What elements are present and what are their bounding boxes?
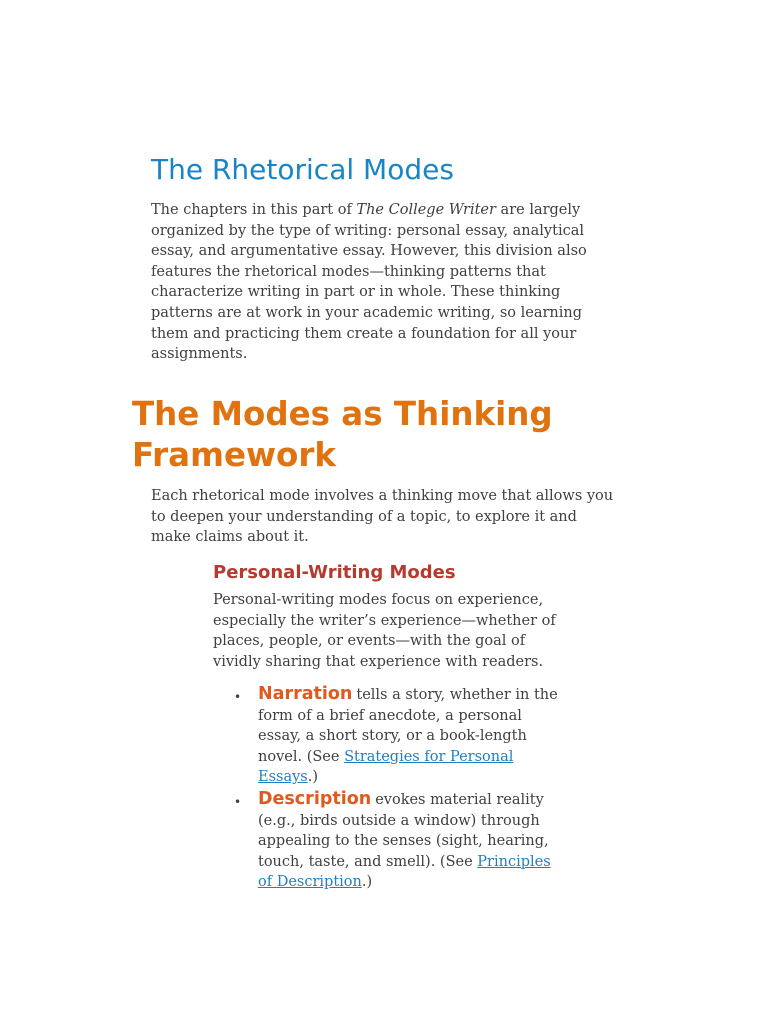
intro-text-rest: are largely organized by the type of writing: personal essay, analytical essay, and argumentative essay. However, this division also features the rhetorical modes—thinking patterns that characterize writing in part or in whole. These thinking patterns are at work in your academic writing, so learning them and practicing them create a foundation for all your assignments. (151, 202, 587, 363)
framework-heading-line2: Framework (132, 436, 336, 474)
mode-description: evokes material reality (e.g., birds outside a window) through appealing to the senses (sight, hearing, touch, taste, and smell). (See (258, 791, 549, 870)
framework-heading-line1: The Modes as Thinking (132, 395, 553, 433)
framework-paragraph: Each rhetorical mode involves a thinking move that allows you to deepen your understanding of a topic, to explore it and make claims about it. (151, 488, 614, 546)
mode-description-end: .) (361, 874, 373, 891)
mode-description: tells a story, whether in the form of a brief anecdote, a personal essay, a short story, or a book-length novel. (See (258, 687, 558, 765)
list-item-description (234, 788, 558, 893)
section-title: The Rhetorical Modes (151, 153, 454, 186)
personal-modes-heading: Personal-Writing Modes (213, 562, 456, 583)
description-principles-link[interactable]: Principles of Description (258, 853, 551, 891)
mode-term-narration: Narration (258, 684, 353, 704)
framework-heading (132, 394, 692, 476)
modes-list (234, 684, 558, 893)
book-title: The College Writer (356, 202, 496, 218)
bullet-icon: • (234, 690, 242, 704)
intro-text-start: The chapters in this part of (151, 202, 357, 218)
list-item-narration (234, 684, 558, 788)
personal-modes-paragraph: Personal-writing modes focus on experience, especially the writer’s experience—whether of places, people, or events—with the goal of vividly sharing that experience with readers. (213, 592, 556, 670)
bullet-icon: • (234, 794, 242, 809)
mode-description-end: .) (307, 769, 319, 786)
intro-paragraph (151, 200, 621, 365)
mode-term-description: Description (258, 788, 372, 809)
personal-essays-link[interactable]: Strategies for Personal Essays (258, 748, 514, 786)
